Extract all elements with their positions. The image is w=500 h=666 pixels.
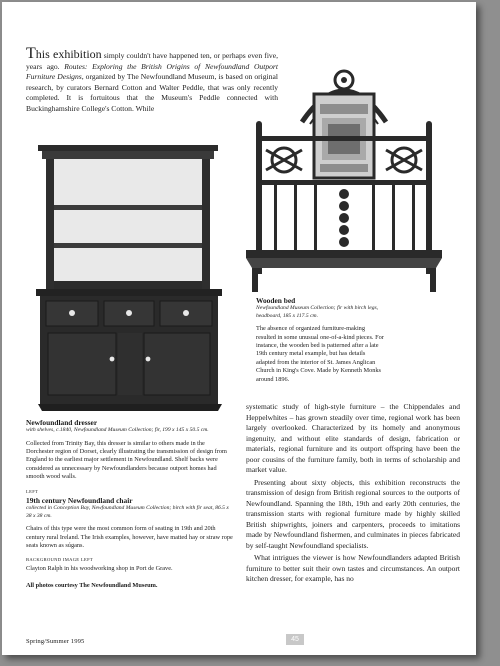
page-number: 45 bbox=[286, 634, 304, 645]
bed-caption-title: Wooden bed bbox=[256, 296, 296, 305]
dresser-illustration bbox=[32, 145, 228, 411]
background-caption-text: Clayton Ralph in his woodworking shop in Port de Grave. bbox=[26, 564, 173, 572]
bed-photo bbox=[246, 62, 442, 292]
chair-caption-kicker: LEFT bbox=[26, 488, 39, 494]
lead-dropcap: T bbox=[26, 45, 36, 62]
dresser-caption-body: Collected from Trinity Bay, this dresser is similar to others made in the Dorchester region of Dorset, clearly illustrating the transmission of design from England to the earliest major settlement in Newfoundland. Shelf backs were considered as unnecessary by Newfoundlanders because outport homes had smooth wood walls. bbox=[26, 439, 227, 481]
chair-caption-subtitle: collected in Conception Bay, Newfoundland Museum Collection; birch with fir seat, 86.5 x 38 x 38 cm. bbox=[26, 505, 229, 519]
background-caption-kicker: BACKGROUND IMAGE LEFT bbox=[26, 557, 94, 563]
bed-caption-body: The absence of organized furniture-making resulted in some unusual one-of-a-kind pieces. For instance, the wooden bed is patterned after a late 19th century metal example, but has details adapted from the interior of St. James Anglican Church in King's Cove. Made by Kenneth Monks around 1896. bbox=[256, 325, 384, 383]
dresser-photo bbox=[32, 145, 228, 411]
dresser-caption bbox=[26, 418, 234, 591]
chair-caption-body: Chairs of this type were the most common form of seating in 19th and 20th century rural Ireland. The Irish examples, however, have matted hay or straw rope seats known as súgans. bbox=[26, 525, 233, 550]
bed-caption-subtitle: Newfoundland Museum Collection; fir with birch legs, headboard, 185 x 117.5 cm. bbox=[256, 305, 379, 319]
body-paragraph-3: What intrigues the viewer is how Newfoundlanders adapted British furniture to better suit their own tastes and circumstances. An outport kitchen dresser, for example, has no bbox=[246, 553, 460, 583]
body-paragraph-2: Presenting about sixty objects, this exhibition reconstructs the transmission of design from British regional sources to the outports of Newfoundland. Spanning the 18th, 19th and early 20th centuries, the transmission starts with regional furniture made by highly skilled British shipwrights, joiners and carpenters, proceeds to imitations made by Newfoundland fishermen, and culminates in pieces fabricated by self-taught Newfoundland specialists. bbox=[246, 477, 460, 550]
issue-footer: Spring/Summer 1995 bbox=[26, 638, 85, 645]
lead-text-c: , organized by The Newfoundland Museum, is based on original research, by curators Bernard Cotton and Walter Peddle, that was only recently completed. It is fortuitous that the Museum's Peddle connected with Buckinghamshire College's Cotton. While bbox=[26, 72, 278, 113]
magazine-page bbox=[2, 2, 476, 655]
lead-text-a: his exhibition bbox=[35, 47, 102, 61]
chair-caption-title: 19th century Newfoundland chair bbox=[26, 496, 133, 506]
lead-paragraph bbox=[26, 45, 278, 115]
body-column-right bbox=[246, 402, 460, 585]
bed-caption bbox=[256, 296, 386, 384]
body-paragraph-1: systematic study of high-style furniture – the Chippendales and Heppelwhites – has grown steadily over time, regional work has been largely overlooked. Characterized by its homely and anonymous ingenuity, and without elite standards of design, fabrication or materials, regional furniture and its outport offspring have been the poor cousins of the furniture family, both in terms of scholarship and market value. bbox=[246, 402, 460, 474]
dresser-caption-title: Newfoundland dresser bbox=[26, 418, 98, 427]
lead-exhibition-title: Routes: Exploring the British Origins of Newfoundland Outport Furniture Designs bbox=[26, 61, 278, 82]
lead-text-b: simply couldn't have happened ten, or perhaps even five, years ago. bbox=[26, 51, 278, 71]
photo-credit: All photos courtesy The Newfoundland Museum. bbox=[26, 582, 158, 590]
dresser-caption-subtitle: with shelves, c.1840, Newfoundland Museum Collection; fir, 199 x 145 x 50.5 cm. bbox=[26, 427, 209, 433]
bed-illustration bbox=[246, 62, 442, 292]
